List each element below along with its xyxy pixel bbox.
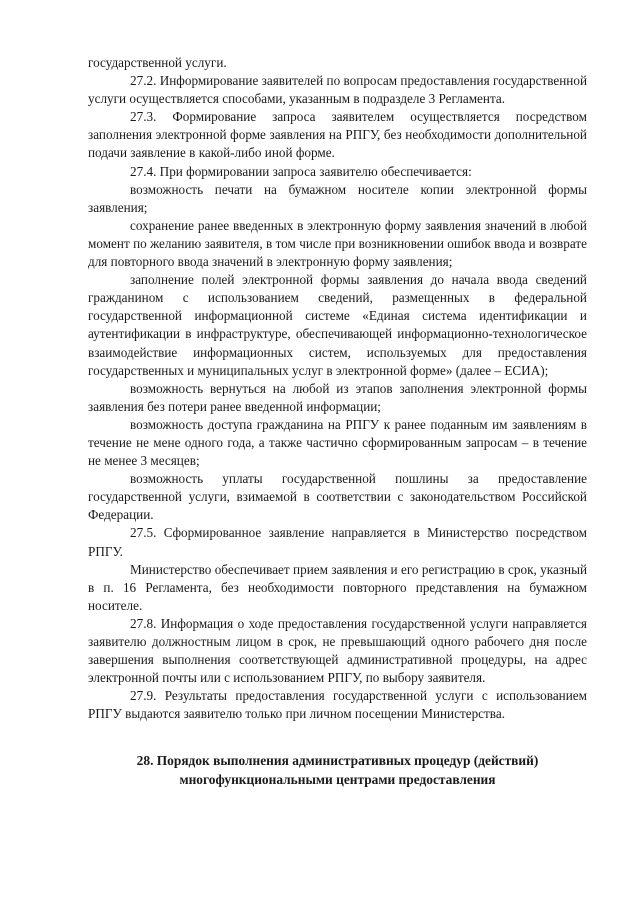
paragraph: 27.2. Информирование заявителей по вопросам предоставления государственной услуги осуществляется способами, указанным в подразделе 3 Регламента. [88, 73, 587, 107]
paragraph: возможность вернуться на любой из этапов заполнения электронной формы заявления без потери ранее введенной информации; [88, 380, 587, 414]
section-heading [88, 752, 587, 788]
paragraph: возможность уплаты государственной пошлины за предоставление государственной услуги, взимаемой в соответствии с законодательством Российской Федерации. [88, 471, 587, 523]
paragraph: Министерство обеспечивает прием заявления и его регистрацию в срок, указный в п. 16 Регламента, без необходимости повторного представления на бумажном носителе. [88, 561, 587, 613]
paragraph: возможность печати на бумажном носителе копии электронной формы заявления; [88, 181, 587, 215]
section-heading-line-1: 28. Порядок выполнения административных процедур (действий) [136, 753, 539, 769]
paragraph: заполнение полей электронной формы заявления до начала ввода сведений гражданином с использованием сведений, размещенных в федеральной государственной информационной системе «Единая система идентификации и аутентификации в инфраструктуре, обеспечивающей информационно-технологическое взаимодействие информационных систем, используемых для предоставления государственных и муниципальных услуг в электронной форме» (далее – ЕСИА); [88, 272, 587, 378]
paragraph: 27.5. Сформированное заявление направляется в Министерство посредством РПГУ. [88, 525, 587, 559]
paragraph: возможность доступа гражданина на РПГУ к ранее поданным им заявлениям в течение не мене одного года, а также частично сформированным запросам – в течение не менее 3 месяцев; [88, 416, 587, 469]
paragraph: 27.8. Информация о ходе предоставления государственной услуги направляется заявителю должностным лицом в срок, не превышающий одного рабочего дня после завершения выполнения соответствующей административной процедуры, на адрес электронной почты или с использованием РПГУ, по выбору заявителя. [88, 615, 587, 686]
paragraph: 27.4. При формировании запроса заявителю обеспечивается: [130, 163, 472, 179]
document-body [88, 54, 587, 723]
paragraph: государственной услуги. [88, 55, 227, 70]
section-heading-line-2: многофункциональными центрами предоставления [179, 771, 496, 787]
paragraph: 27.3. Формирование запроса заявителем осуществляется посредством заполнения электронной форме заявления на РПГУ, без необходимости дополнительной подачи заявление в какой-либо иной форме. [88, 109, 587, 161]
paragraph: сохранение ранее введенных в электронную форму заявления значений в любой момент по желанию заявителя, в том числе при возникновении ошибок ввода и возврате для повторного ввода значений в электронную форму заявления; [88, 217, 587, 270]
paragraph: 27.9. Результаты предоставления государственной услуги с использованием РПГУ выдаются заявителю только при личном посещении Министерства. [88, 688, 587, 722]
